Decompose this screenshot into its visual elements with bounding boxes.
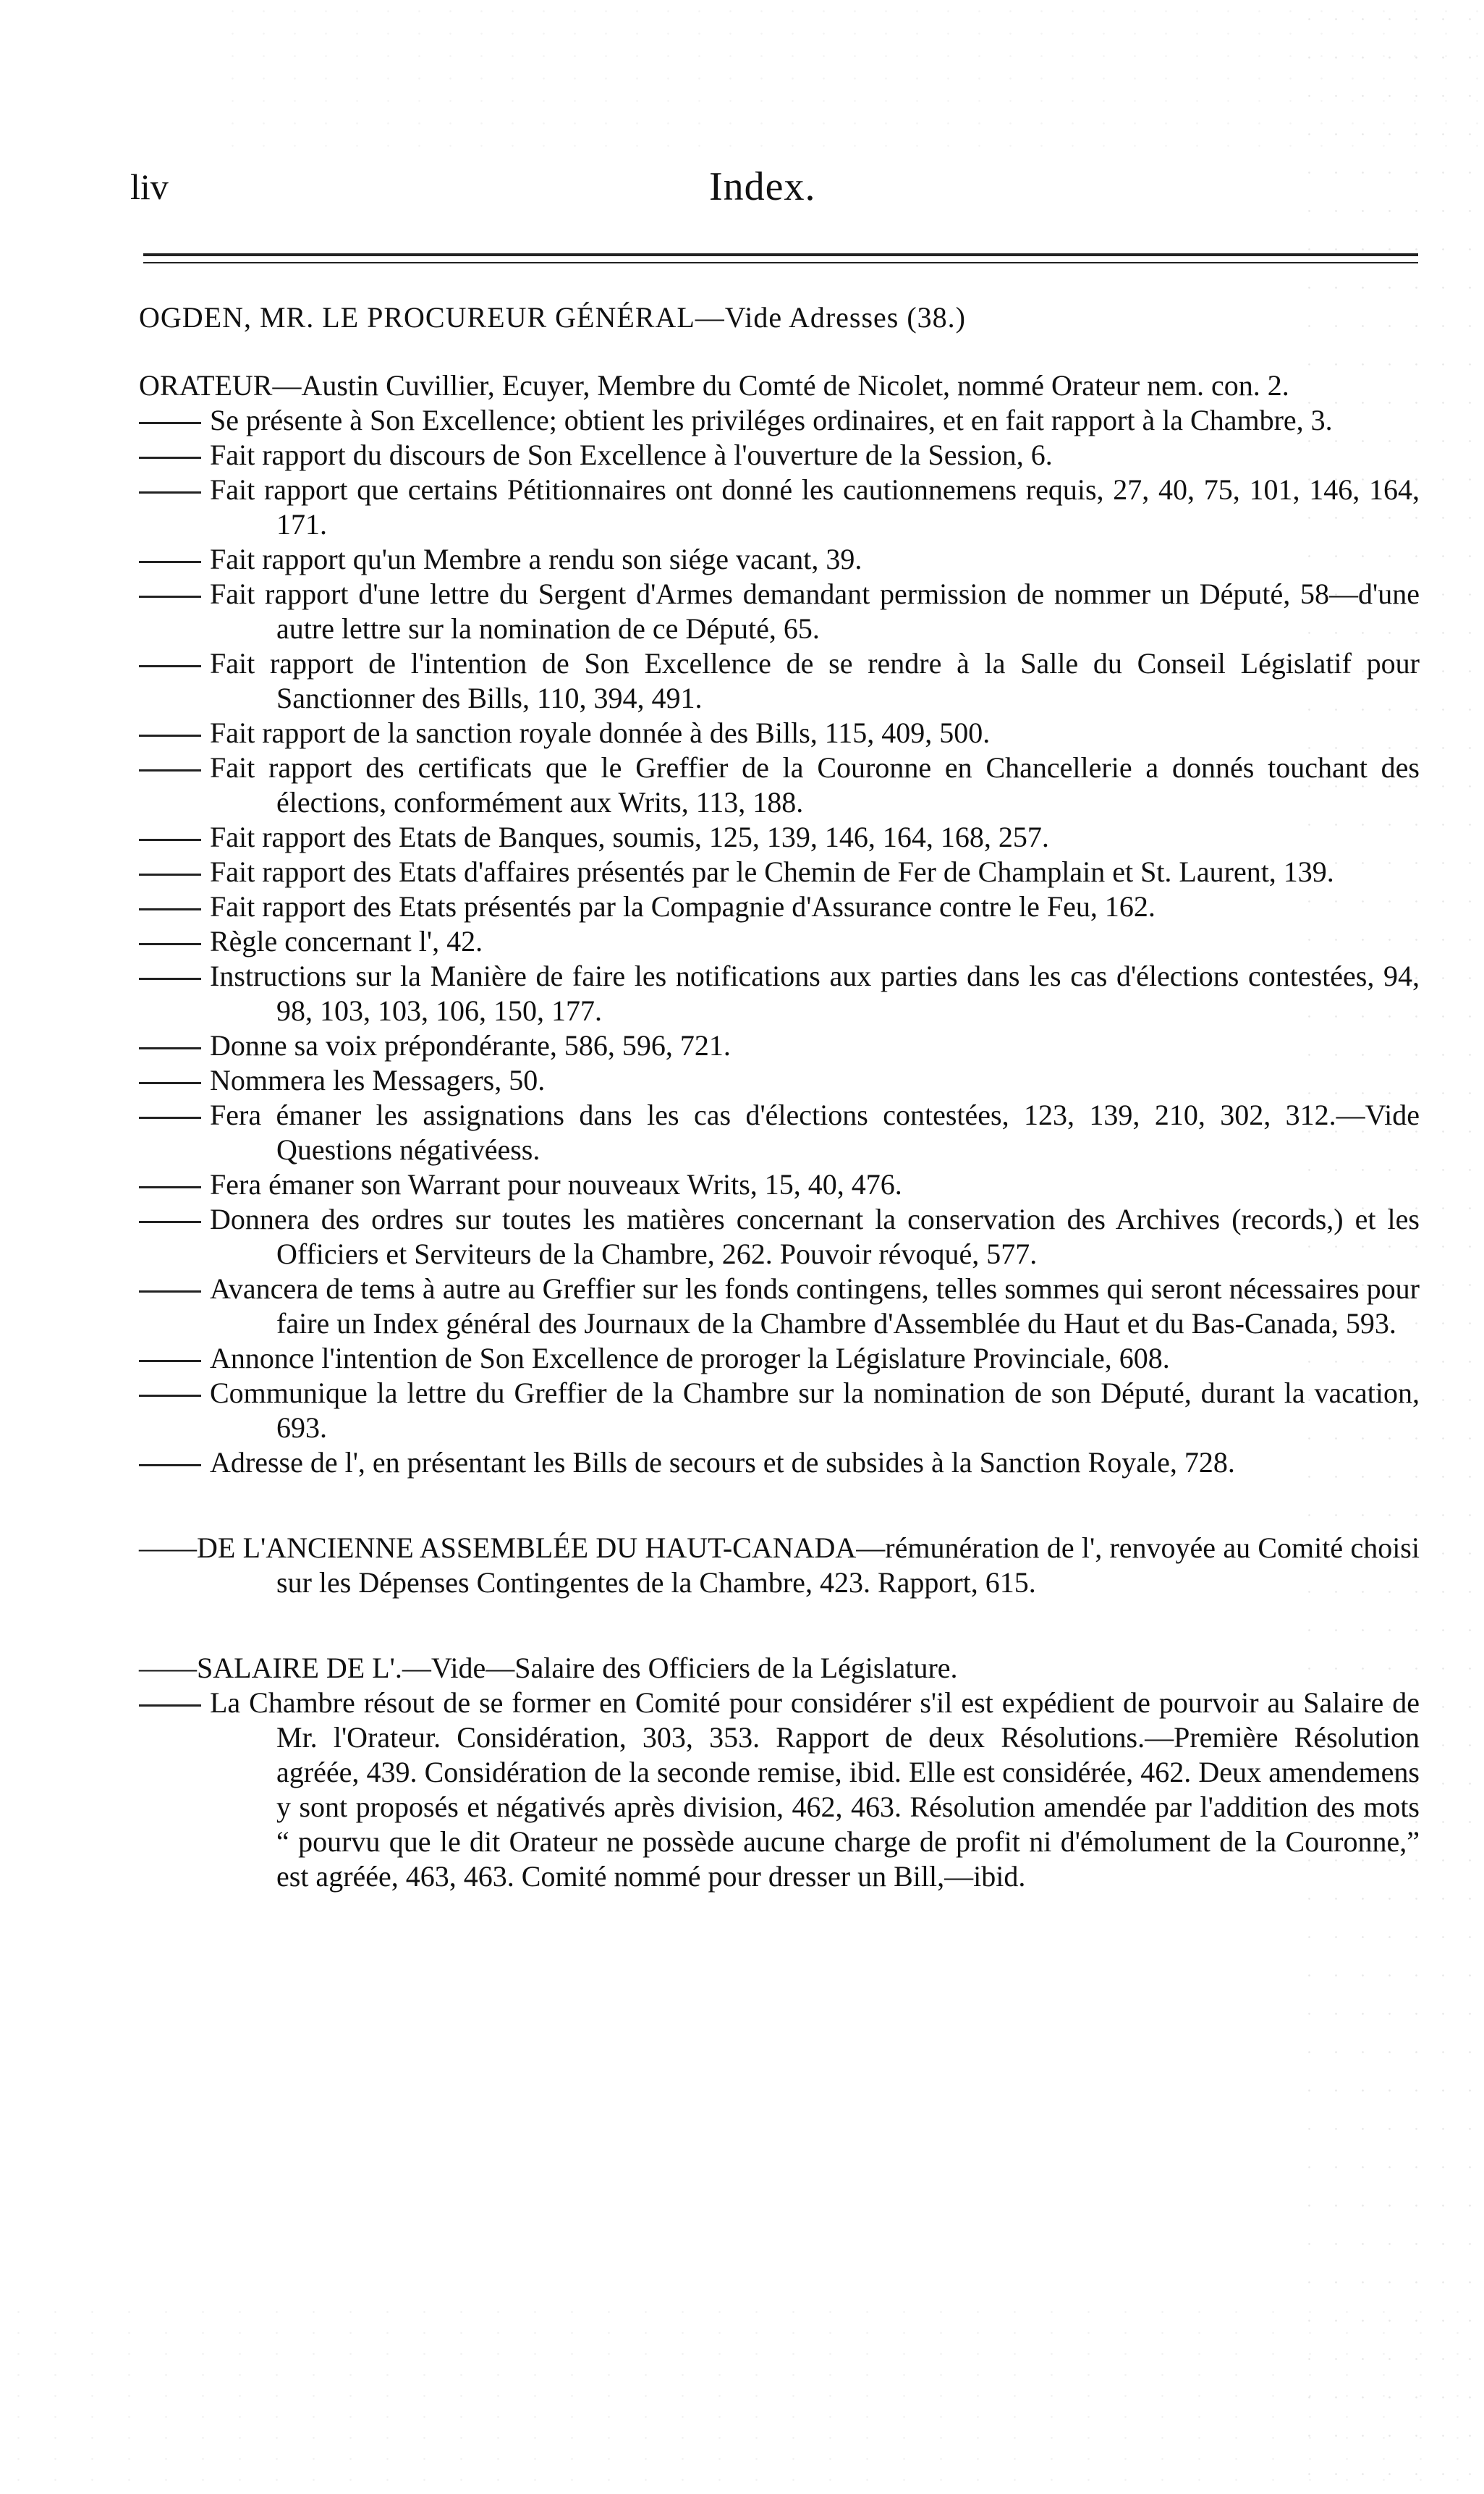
sub-entry: [139, 1376, 1420, 1445]
sub-entry-text: Fait rapport des certificats que le Greffier de la Couronne en Chancellerie a donnés touchant des élections, conformément aux Writs, 113, 188.: [210, 751, 1420, 819]
dash-rule: [139, 874, 201, 876]
index-entry: ——DE L'ANCIENNE ASSEMBLÉE DU HAUT-CANADA—rémunération de l', renvoyée au Comité choisi sur les Dépenses Contingentes de la Chambre, 423. Rapport, 615.: [139, 1531, 1420, 1599]
dash-rule: [139, 1395, 201, 1397]
sub-entry: [139, 1445, 1420, 1480]
sub-entry-text: Communique la lettre du Greffier de la Chambre sur la nomination de son Député, durant la vacation, 693.: [210, 1377, 1420, 1444]
sub-entry-text: Fera émaner les assignations dans les cas d'élections contestées, 123, 139, 210, 302, 312.—Vide Questions négativéess.: [210, 1099, 1420, 1166]
sub-entry-text: Donne sa voix prépondérante, 586, 596, 721.: [210, 1029, 731, 1062]
sub-entry-text: Fait rapport de l'intention de Son Excellence de se rendre à la Salle du Conseil Législatif pour Sanctionner des Bills, 110, 394, 491.: [210, 647, 1420, 714]
dash-rule: [139, 1360, 201, 1362]
dash-rule: [139, 1464, 201, 1466]
dash-rule: [139, 1082, 201, 1084]
print-speckle-bottom: [0, 2301, 1484, 2494]
dash-rule: [139, 839, 201, 841]
sub-entry: [139, 542, 1420, 577]
sub-entry: [139, 959, 1420, 1028]
dash-rule: [139, 1047, 201, 1049]
entry-gap: [139, 1600, 1420, 1651]
sub-entry: [139, 1202, 1420, 1272]
page-title: Index.: [709, 164, 816, 209]
dash-rule: [139, 1290, 201, 1293]
sub-entry: [139, 855, 1420, 889]
dash-rule: [139, 665, 201, 667]
sub-entry-text: Fait rapport des Etats présentés par la Compagnie d'Assurance contre le Feu, 162.: [210, 890, 1156, 923]
sub-entry-text: Fait rapport du discours de Son Excellence à l'ouverture de la Session, 6.: [210, 439, 1053, 471]
sub-entry: [139, 889, 1420, 924]
sub-entry: [139, 751, 1420, 820]
sub-entry-text: Fait rapport des Etats de Banques, soumis, 125, 139, 146, 164, 168, 257.: [210, 821, 1049, 853]
sub-entry: [139, 473, 1420, 542]
sub-entry-text: Avancera de tems à autre au Greffier sur les fonds contingens, telles sommes qui seront nécessaires pour faire un Index général des Journaux de la Chambre d'Assemblée du Haut et du Bas-Canada, 593.: [210, 1272, 1420, 1340]
sub-entry-text: Annonce l'intention de Son Excellence de proroger la Législature Provinciale, 608.: [210, 1342, 1170, 1374]
sub-entry: [139, 1341, 1420, 1376]
dash-rule: [139, 943, 201, 945]
page-header: [130, 165, 1412, 216]
dash-rule: [139, 1704, 201, 1707]
entry-gap: [139, 335, 1420, 368]
sub-entry-text: Fait rapport des Etats d'affaires présentés par le Chemin de Fer de Champlain et St. Laurent, 139.: [210, 855, 1334, 888]
dash-rule: [139, 735, 201, 737]
dash-rule: [139, 1221, 201, 1223]
sub-entry-text: Fait rapport d'une lettre du Sergent d'Armes demandant permission de nommer un Député, 58—d'une autre lettre sur la nomination de ce Député, 65.: [210, 578, 1420, 645]
sub-entry-text: Nommera les Messagers, 50.: [210, 1064, 546, 1096]
entry-gap: [139, 1480, 1420, 1531]
index-entries: [139, 300, 1420, 1894]
sub-entry: [139, 1686, 1420, 1894]
dash-rule: [139, 596, 201, 598]
sub-entry-text: Donnera des ordres sur toutes les matières concernant la conservation des Archives (records,) et les Officiers et Serviteurs de la Chambre, 262. Pouvoir révoqué, 577.: [210, 1203, 1420, 1270]
sub-entry: [139, 646, 1420, 716]
sub-entry-text: Fait rapport qu'un Membre a rendu son siége vacant, 39.: [210, 543, 862, 575]
dash-rule: [139, 561, 201, 563]
sub-entry-text: Règle concernant l', 42.: [210, 925, 483, 958]
header-rule-thin: [143, 262, 1418, 263]
index-entry: ——SALAIRE DE L'.—Vide—Salaire des Officiers de la Législature.: [139, 1652, 958, 1684]
sub-entry: [139, 577, 1420, 646]
dash-rule: [139, 769, 201, 772]
sub-entry: [139, 1028, 1420, 1063]
sub-entry: [139, 1098, 1420, 1167]
dash-rule: [139, 457, 201, 459]
dash-rule: [139, 491, 201, 494]
index-entry: ORATEUR—Austin Cuvillier, Ecuyer, Membre du Comté de Nicolet, nommé Orateur nem. con. 2.: [139, 369, 1289, 402]
sub-entry-text: Fait rapport de la sanction royale donnée à des Bills, 115, 409, 500.: [210, 717, 991, 749]
sub-entry-text: Adresse de l', en présentant les Bills de secours et de subsides à la Sanction Royale, 728.: [210, 1446, 1235, 1479]
sub-entry-text: Fait rapport que certains Pétitionnaires ont donné les cautionnemens requis, 27, 40, 75, 101, 146, 164, 171.: [210, 473, 1420, 541]
dash-rule: [139, 978, 201, 980]
sub-entry: [139, 1167, 1420, 1202]
sub-entry: [139, 820, 1420, 855]
dash-rule: [139, 422, 201, 424]
dash-rule: [139, 908, 201, 910]
sub-entry: [139, 1272, 1420, 1341]
sub-entry-text: Fera émaner son Warrant pour nouveaux Writs, 15, 40, 476.: [210, 1168, 902, 1201]
sub-entry-text: Instructions sur la Manière de faire les notifications aux parties dans les cas d'élections contestées, 94, 98, 103, 103, 106, 150, 177.: [210, 960, 1420, 1027]
sub-entry: [139, 924, 1420, 959]
sub-entry: [139, 1063, 1420, 1098]
header-rule-thick: [143, 253, 1418, 256]
index-entry: OGDEN, MR. LE PROCUREUR GÉNÉRAL—Vide Adresses (38.): [139, 301, 966, 334]
sub-entry: [139, 438, 1420, 473]
print-speckle-top: [217, 0, 1484, 159]
dash-rule: [139, 1117, 201, 1119]
sub-entry: [139, 716, 1420, 751]
sub-entry: [139, 403, 1420, 438]
sub-entry-text: Se présente à Son Excellence; obtient les priviléges ordinaires, et en fait rapport à la Chambre, 3.: [210, 404, 1333, 436]
page-number: liv: [130, 166, 169, 207]
dash-rule: [139, 1186, 201, 1188]
sub-entry-text: La Chambre résout de se former en Comité pour considérer s'il est expédient de pourvoir au Salaire de Mr. l'Orateur. Considération, 303, 353. Rapport de deux Résolutions.—Première Résolution agréée, 439. Considération de la seconde remise, ibid. Elle est considérée, 462. Deux amendemens y sont proposés et négativés après division, 462, 463. Résolution amendée par l'addition des mots “ pourvu que le dit Orateur ne possède aucune charge de profit ni d'émolument de la Couronne,” est agréée, 463, 463. Comité nommé pour dresser un Bill,—ibid.: [210, 1686, 1420, 1893]
